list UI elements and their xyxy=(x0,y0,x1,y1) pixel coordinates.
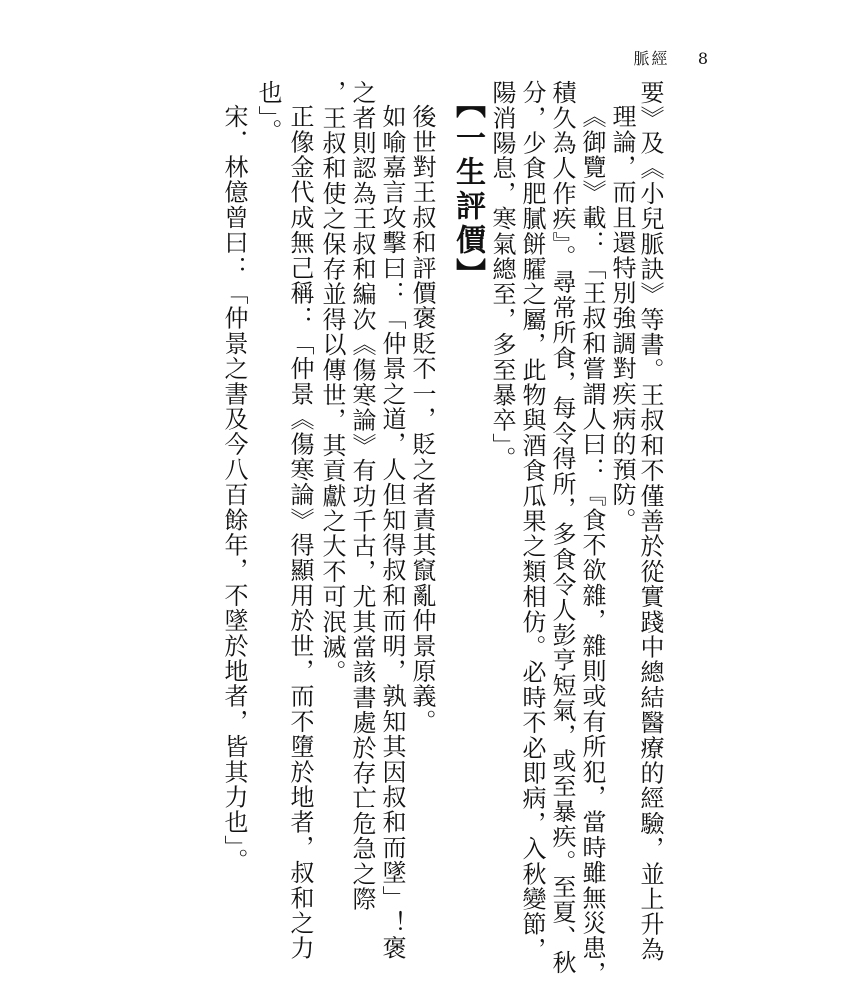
text-column-11: 正像金代成無己稱：「仲景《傷寒論》得顯用於世，而不墮於地者，叔和之力 xyxy=(286,104,314,961)
text-column-3: 《御覽》載：「王叔和嘗謂人曰：『食不欲雜，雜則或有所犯，當時雖無災患， xyxy=(578,104,606,986)
text-column-1: 要》及《小兒脈訣》等書。王叔和不僅善於從實踐中總結醫療的經驗，並上升為 xyxy=(636,80,664,962)
text-column-6: 陽消陽息，寒氣總至，多至暴卒」。 xyxy=(488,80,516,472)
text-column-2: 理論，而且還特別強調對疾病的預防。 xyxy=(608,104,636,533)
book-title: 脈經 xyxy=(633,49,670,68)
text-column-5: 分，少食肥膩餅臛之屬，此物與酒食瓜果之類相仿。必時不必即病，入秋變節， xyxy=(518,80,546,962)
text-column-9: 之者則認為王叔和編次《傷寒論》有功千古，尤其當該書處於存亡危急之際 xyxy=(348,80,376,912)
text-column-8: 如喻嘉言攻擊曰：「仲景之道，人但知得叔和而明，孰知其因叔和而墜」！褒 xyxy=(378,104,406,961)
running-header xyxy=(633,46,710,69)
section-heading xyxy=(450,88,485,292)
page-number: 8 xyxy=(697,49,710,68)
section-title: 一生評價 xyxy=(450,122,485,258)
text-column-4: 積久為人作疾』。尋常所食，每令得所，多食令人彭亨短氣，或至暴疾。至夏、秋 xyxy=(548,80,576,976)
text-column-12: 也」。 xyxy=(254,80,282,144)
text-column-13: 宋．林億曾曰：「仲景之書及今八百餘年，不墜於地者，皆其力也」。 xyxy=(220,104,248,874)
section-open-bracket: 【 xyxy=(450,88,485,122)
text-column-7: 後世對王叔和評價褒貶不一，貶之者責其竄亂仲景原義。 xyxy=(408,104,436,734)
section-close-bracket: 】 xyxy=(450,258,485,292)
text-column-10: ，王叔和使之保存並得以傳世，其貢獻之大不可泯滅。 xyxy=(318,80,346,685)
